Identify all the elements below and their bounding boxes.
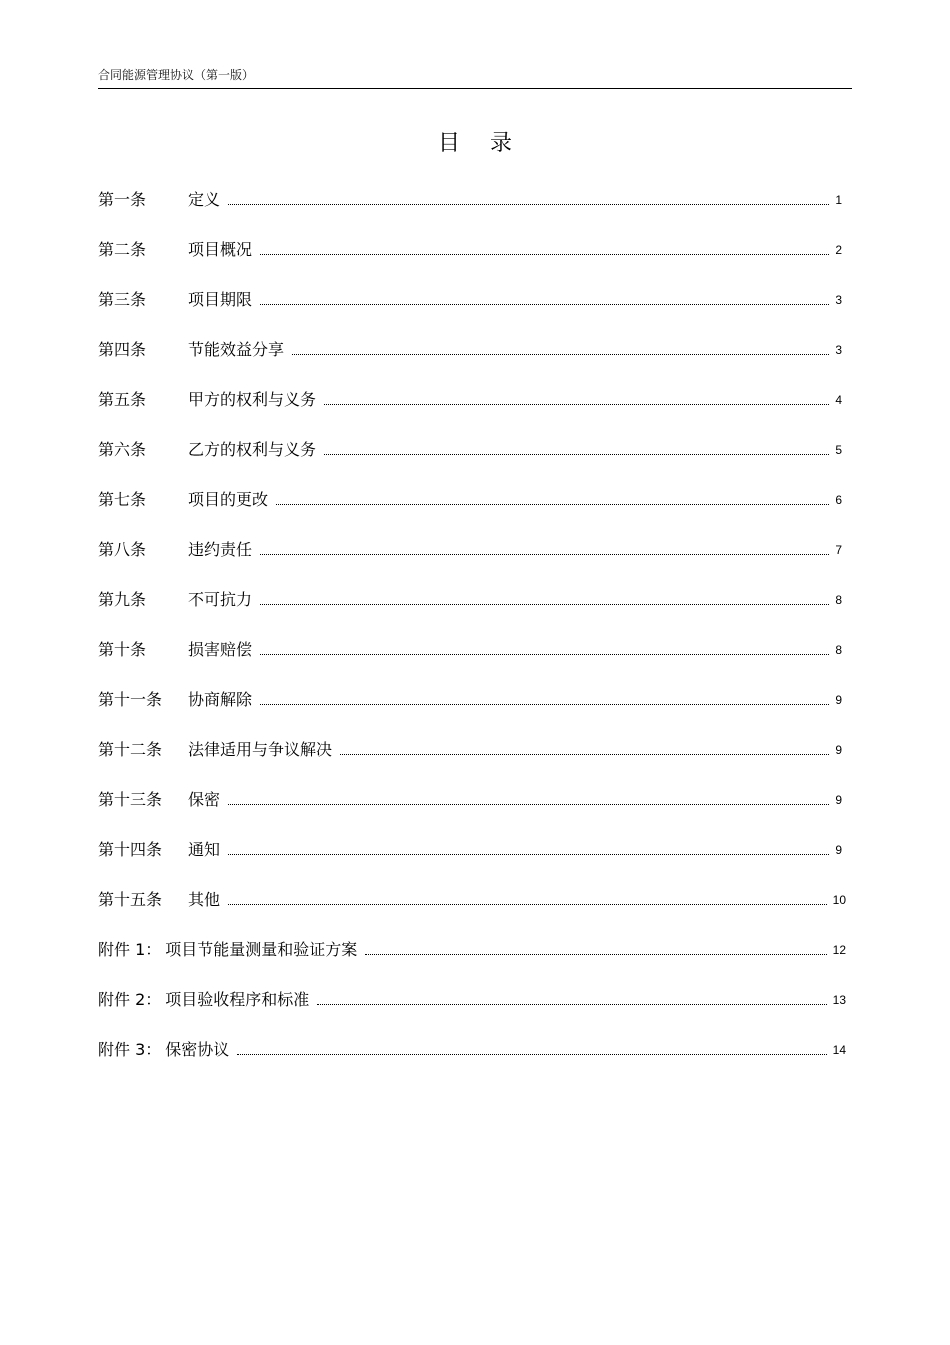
toc-entry-label: 通知 — [188, 840, 221, 859]
toc-entry-label: 定义 — [188, 190, 221, 209]
toc-entry[interactable] — [98, 336, 842, 360]
toc-entry-label: 项目验收程序和标准 — [165, 990, 310, 1009]
dot-leader — [260, 703, 829, 705]
dot-leader — [260, 603, 829, 605]
toc-entry-label: 损害赔偿 — [188, 640, 253, 659]
dot-leader — [340, 753, 829, 755]
toc-entry-label: 项目节能量测量和验证方案 — [165, 940, 358, 959]
toc-entry-number: 第十条 — [98, 640, 147, 659]
toc-entry[interactable] — [98, 986, 846, 1010]
toc-entry-label: 节能效益分享 — [188, 340, 285, 359]
dot-leader — [260, 253, 829, 255]
dot-leader — [292, 353, 829, 355]
toc-entry-page: 10 — [832, 893, 846, 907]
toc-entry-page: 14 — [832, 1043, 846, 1057]
dot-leader — [228, 203, 829, 205]
toc-entry-label: 项目期限 — [188, 290, 253, 309]
dot-leader — [317, 1003, 826, 1005]
toc-entry-number: 第二条 — [98, 240, 147, 259]
toc-entry-page: 12 — [832, 943, 846, 957]
toc-entry[interactable] — [98, 186, 842, 210]
toc-entry-page: 8 — [835, 643, 842, 657]
toc-entry[interactable] — [98, 1036, 846, 1060]
toc-entry-page: 7 — [835, 543, 842, 557]
toc-entry-page: 9 — [835, 843, 842, 857]
toc-entry-label: 法律适用与争议解决 — [188, 740, 333, 759]
toc-entry[interactable] — [98, 386, 842, 410]
toc-entry-page: 9 — [835, 693, 842, 707]
toc-entry-number: 第十一条 — [98, 690, 163, 709]
toc-entry-number: 第十三条 — [98, 790, 163, 809]
dot-leader — [228, 903, 827, 905]
header-rule — [98, 88, 852, 89]
toc-entry-page: 9 — [835, 793, 842, 807]
toc-entry[interactable] — [98, 286, 842, 310]
dot-leader — [260, 553, 829, 555]
toc-entry-number: 附件 2： — [98, 990, 162, 1009]
toc-entry-number: 第十四条 — [98, 840, 163, 859]
toc-entry-page: 6 — [835, 493, 842, 507]
toc-entry-number: 第七条 — [98, 490, 147, 509]
toc-entry[interactable] — [98, 886, 846, 910]
toc-entry-label: 不可抗力 — [188, 590, 253, 609]
toc-entry-page: 4 — [835, 393, 842, 407]
toc-entry[interactable] — [98, 586, 842, 610]
toc-entry[interactable] — [98, 836, 842, 860]
toc-entry-number: 第八条 — [98, 540, 147, 559]
dot-leader — [228, 853, 829, 855]
toc-entry-page: 2 — [835, 243, 842, 257]
toc-entry-page: 1 — [835, 193, 842, 207]
toc-entry[interactable] — [98, 936, 846, 960]
toc-entry[interactable] — [98, 436, 842, 460]
toc-entry[interactable] — [98, 786, 842, 810]
toc-entry-page: 3 — [835, 293, 842, 307]
toc-entry-number: 第九条 — [98, 590, 147, 609]
toc-entry[interactable] — [98, 686, 842, 710]
toc-entry-number: 附件 1： — [98, 940, 162, 959]
toc-entry-page: 8 — [835, 593, 842, 607]
toc-entry-page: 3 — [835, 343, 842, 357]
toc-entry-label: 保密 — [188, 790, 221, 809]
toc-entry-label: 违约责任 — [188, 540, 253, 559]
toc-entry-page: 5 — [835, 443, 842, 457]
toc-entry-label: 乙方的权利与义务 — [188, 440, 317, 459]
toc-entry-label: 甲方的权利与义务 — [188, 390, 317, 409]
running-header: 合同能源管理协议（第一版） — [98, 68, 255, 82]
toc-entry-number: 第五条 — [98, 390, 147, 409]
toc-entry-number: 第三条 — [98, 290, 147, 309]
dot-leader — [276, 503, 829, 505]
toc-entry-label: 其他 — [188, 890, 221, 909]
toc-entry-page: 9 — [835, 743, 842, 757]
toc-entry-number: 第四条 — [98, 340, 147, 359]
dot-leader — [260, 303, 829, 305]
toc-entry-number: 第六条 — [98, 440, 147, 459]
dot-leader — [365, 953, 826, 955]
toc-entry-label: 保密协议 — [165, 1040, 230, 1059]
toc-entry-number: 附件 3： — [98, 1040, 162, 1059]
toc-entry-number: 第十五条 — [98, 890, 163, 909]
dot-leader — [237, 1053, 826, 1055]
page-title: 目录 — [437, 131, 542, 156]
toc-entry[interactable] — [98, 636, 842, 660]
toc-entry-label: 协商解除 — [188, 690, 253, 709]
dot-leader — [324, 453, 829, 455]
dot-leader — [324, 403, 829, 405]
toc-entry-number: 第十二条 — [98, 740, 163, 759]
toc-entry-label: 项目概况 — [188, 240, 253, 259]
dot-leader — [228, 803, 829, 805]
toc-entry-page: 13 — [832, 993, 846, 1007]
toc-entry[interactable] — [98, 486, 842, 510]
toc-entry[interactable] — [98, 236, 842, 260]
toc-entry-label: 项目的更改 — [188, 490, 269, 509]
toc-entry[interactable] — [98, 736, 842, 760]
toc-entry[interactable] — [98, 536, 842, 560]
toc-entry-number: 第一条 — [98, 190, 147, 209]
dot-leader — [260, 653, 829, 655]
